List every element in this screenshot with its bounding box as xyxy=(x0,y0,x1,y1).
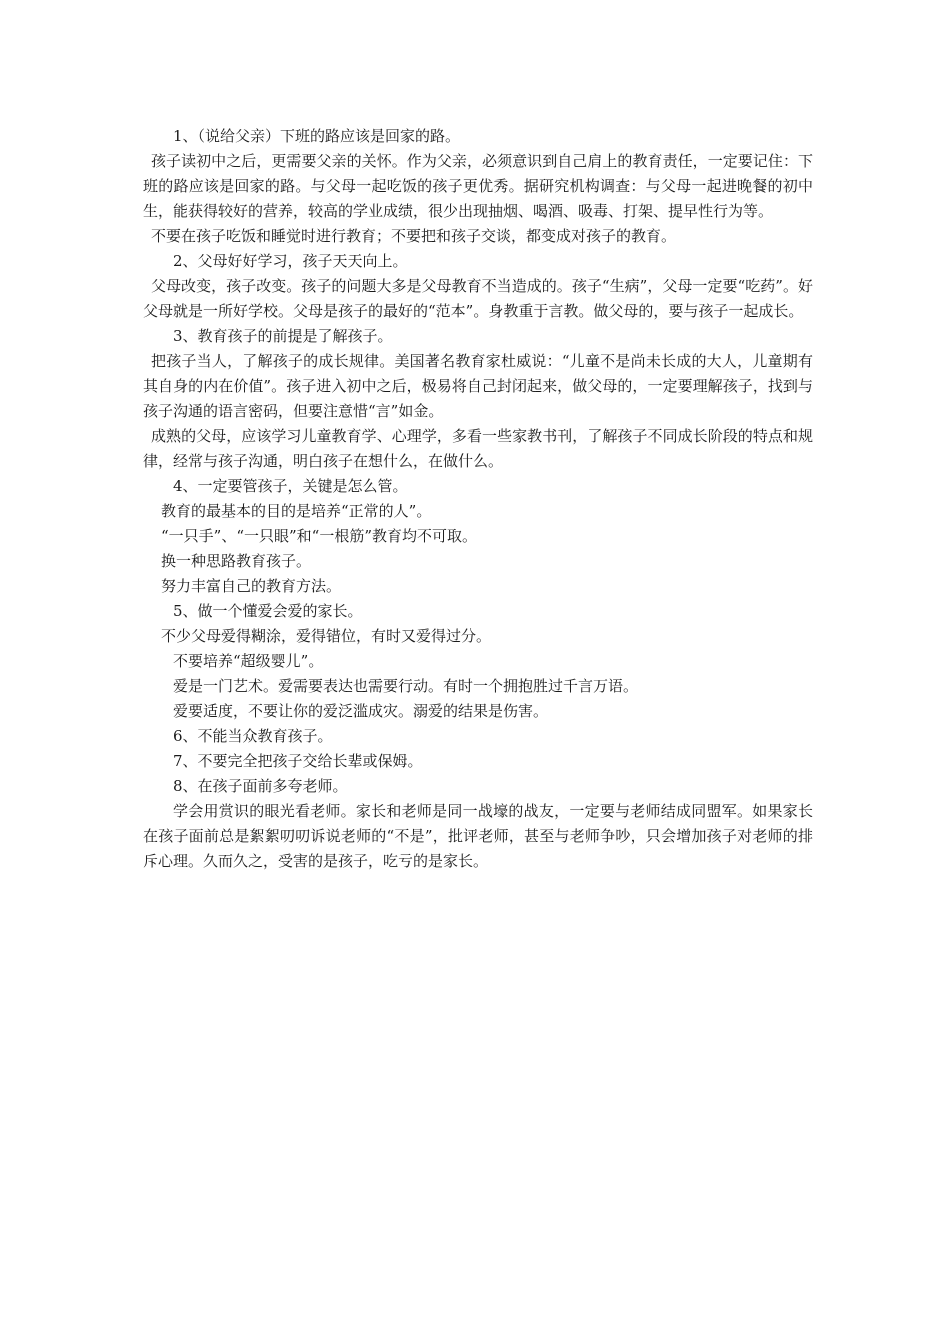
heading-2: 2、父母好好学习，孩子天天向上。 xyxy=(173,252,408,270)
paragraph-mature-parents: 成熟的父母，应该学习儿童教育学、心理学，多看一些家教书刊，了解孩子不同成长阶段的特点和规律，经常与孩子沟通，明白孩子在想什么，在做什么。 xyxy=(143,427,813,470)
heading-3: 3、教育孩子的前提是了解孩子。 xyxy=(173,327,393,345)
heading-5: 5、做一个懂爱会爱的家长。 xyxy=(173,602,363,620)
paragraph-super-baby: 不要培养“超级婴儿”。 xyxy=(173,652,324,670)
paragraph-love-is-art: 爱是一门艺术。爱需要表达也需要行动。有时一个拥抱胜过千言万语。 xyxy=(173,677,639,695)
heading-6: 6、不能当众教育孩子。 xyxy=(173,727,333,745)
paragraph-one-hand-one-eye: “一只手”、“一只眼”和“一根筋”教育均不可取。 xyxy=(161,527,478,545)
paragraph-understand-child: 把孩子当人，了解孩子的成长规律。美国著名教育家杜威说：“儿童不是尚未长成的大人，儿童期有其自身的内在价值”。孩子进入初中之后，极易将自己封闭起来，做父母的，一定要理解孩子，找到与孩子沟通的语言密码，但要注意惜“言”如金。 xyxy=(143,352,813,420)
paragraph-parents-change: 父母改变，孩子改变。孩子的问题大多是父母教育不当造成的。孩子“生病”，父母一定要“吃药”。好父母就是一所好学校。父母是孩子的最好的“范本”。身教重于言教。做父母的，要与孩子一起成长。 xyxy=(143,277,813,320)
paragraph-basic-goal: 教育的最基本的目的是培养“正常的人”。 xyxy=(161,502,432,520)
heading-7: 7、不要完全把孩子交给长辈或保姆。 xyxy=(173,752,423,770)
document-page xyxy=(143,124,813,874)
paragraph-no-education-at-meals: 不要在孩子吃饭和睡觉时进行教育；不要把和孩子交谈，都变成对孩子的教育。 xyxy=(151,227,677,245)
heading-4: 4、一定要管孩子，关键是怎么管。 xyxy=(173,477,408,495)
heading-8: 8、在孩子面前多夸老师。 xyxy=(173,777,348,795)
paragraph-father-care: 孩子读初中之后，更需要父亲的关怀。作为父亲，必须意识到自己肩上的教育责任，一定要记住：下班的路应该是回家的路。与父母一起吃饭的孩子更优秀。据研究机构调查：与父母一起进晚餐的初中生，能获得较好的营养，较高的学业成绩，很少出现抽烟、喝酒、吸毒、打架、提早性行为等。 xyxy=(143,152,813,220)
paragraph-love-confused: 不少父母爱得糊涂，爱得错位，有时又爱得过分。 xyxy=(161,627,492,645)
paragraph-enrich-methods: 努力丰富自己的教育方法。 xyxy=(161,577,342,595)
paragraph-love-moderation: 爱要适度，不要让你的爱泛滥成灾。溺爱的结果是伤害。 xyxy=(173,702,549,720)
heading-1: 1、（说给父亲）下班的路应该是回家的路。 xyxy=(173,127,461,145)
paragraph-respect-teachers: 学会用赏识的眼光看老师。家长和老师是同一战壕的战友，一定要与老师结成同盟军。如果家长在孩子面前总是絮絮叨叨诉说老师的“不是”，批评老师，甚至与老师争吵，只会增加孩子对老师的排斥心理。久而久之，受害的是孩子，吃亏的是家长。 xyxy=(143,802,813,870)
paragraph-new-approach: 换一种思路教育孩子。 xyxy=(161,552,312,570)
